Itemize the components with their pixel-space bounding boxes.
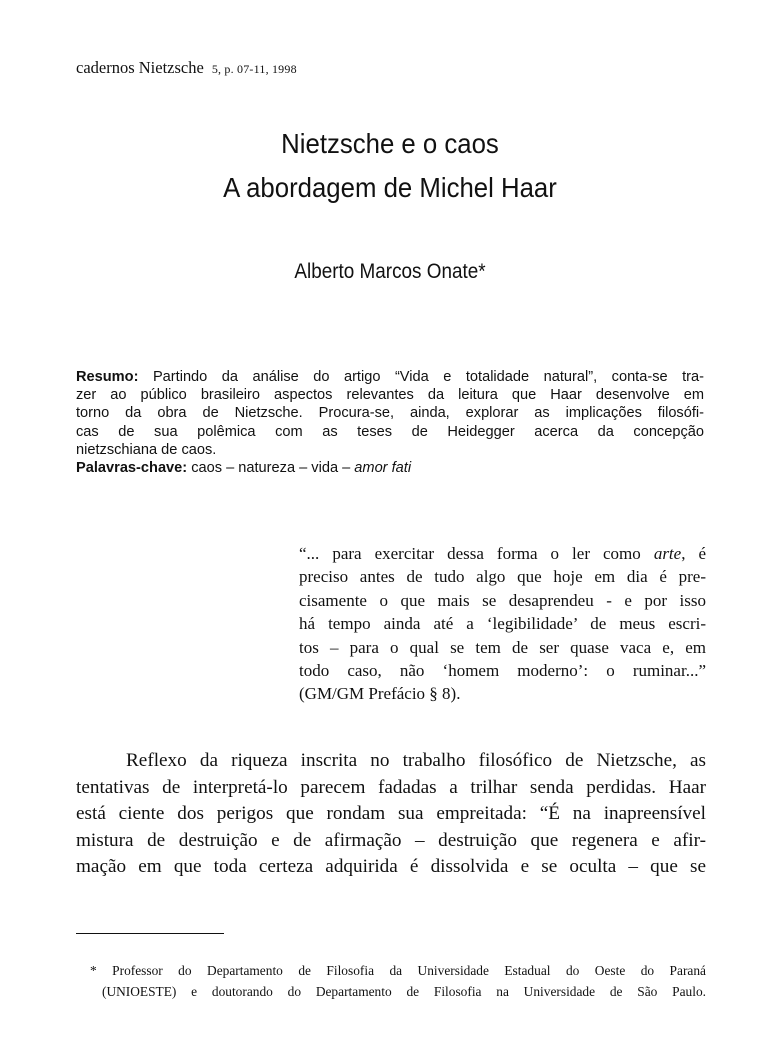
epigraph-line: cisamente o que mais se desaprendeu - e por isso bbox=[299, 590, 706, 610]
body-paragraph bbox=[76, 748, 706, 881]
issue-info: 5, p. 07-11, 1998 bbox=[211, 62, 297, 76]
body-line: Reflexo da riqueza inscrita no trabalho filosófico de Nietzsche, as bbox=[126, 750, 706, 771]
title-line-1: Nietzsche e o caos bbox=[281, 128, 499, 159]
abstract-line: zer ao público brasileiro aspectos relevantes da leitura que Haar desenvolve em bbox=[76, 387, 704, 404]
title-line-2: A abordagem de Michel Haar bbox=[223, 172, 557, 203]
body-line: mistura de destruição e de afirmação – destruição que regenera e afir- bbox=[76, 829, 706, 851]
keywords-italic: amor fati bbox=[354, 459, 412, 476]
journal-name: cadernos Nietzsche bbox=[76, 58, 204, 77]
epigraph-line: há tempo ainda até a ‘legibilidade’ de meus escri- bbox=[299, 614, 706, 634]
abstract-label: Resumo: bbox=[76, 369, 139, 385]
epigraph-citation: (GM/GM Prefácio § 8). bbox=[299, 684, 461, 704]
body-line: mação em que toda certeza adquirida é dissolvida e se oculta – que se bbox=[76, 856, 706, 877]
footnote-line: * Professor do Departamento de Filosofia da Universidade Estadual do Oeste do Paraná bbox=[90, 963, 706, 978]
epigraph-line: todo caso, não ‘homem moderno’: o ruminar...” bbox=[299, 660, 706, 680]
epigraph-line: “... para exercitar dessa forma o ler como arte, é bbox=[299, 544, 707, 563]
article-title bbox=[0, 122, 780, 210]
abstract-line: cas de sua polêmica com as teses de Heidegger acerca da concepção bbox=[76, 423, 704, 440]
abstract bbox=[76, 368, 704, 477]
epigraph-italic: arte bbox=[653, 544, 682, 563]
keywords-text: caos – natureza – vida – bbox=[191, 459, 351, 476]
footnote-divider bbox=[76, 933, 224, 934]
epigraph-line: preciso antes de tudo algo que hoje em dia é pre- bbox=[299, 567, 706, 587]
footnote-marker: * bbox=[90, 963, 97, 978]
abstract-line: torno da obra de Nietzsche. Procura-se, ainda, explorar as implicações filosófi- bbox=[76, 405, 704, 422]
abstract-line: nietzschiana de caos. bbox=[76, 441, 217, 458]
keywords-line bbox=[76, 459, 704, 477]
epigraph-quote bbox=[299, 542, 706, 706]
running-header bbox=[76, 58, 297, 78]
footnote-line: (UNIOESTE) e doutorando do Departamento de Filosofia na Universidade de São Paulo. bbox=[102, 984, 706, 999]
body-line: tentativas de interpretá-lo parecem fadadas a trilhar senda perdidas. Haar bbox=[76, 776, 706, 798]
body-line: está ciente dos perigos que rondam sua empreitada: “É na inapreensível bbox=[76, 803, 706, 824]
epigraph-line: tos – para o qual se tem de ser quase vaca e, em bbox=[299, 637, 706, 657]
footnote bbox=[90, 960, 706, 1002]
keywords-label: Palavras-chave: bbox=[76, 459, 188, 476]
author-name: Alberto Marcos Onate* bbox=[294, 260, 486, 283]
abstract-line: Resumo: Partindo da análise do artigo “Vida e totalidade natural”, conta-se tra- bbox=[76, 369, 705, 385]
